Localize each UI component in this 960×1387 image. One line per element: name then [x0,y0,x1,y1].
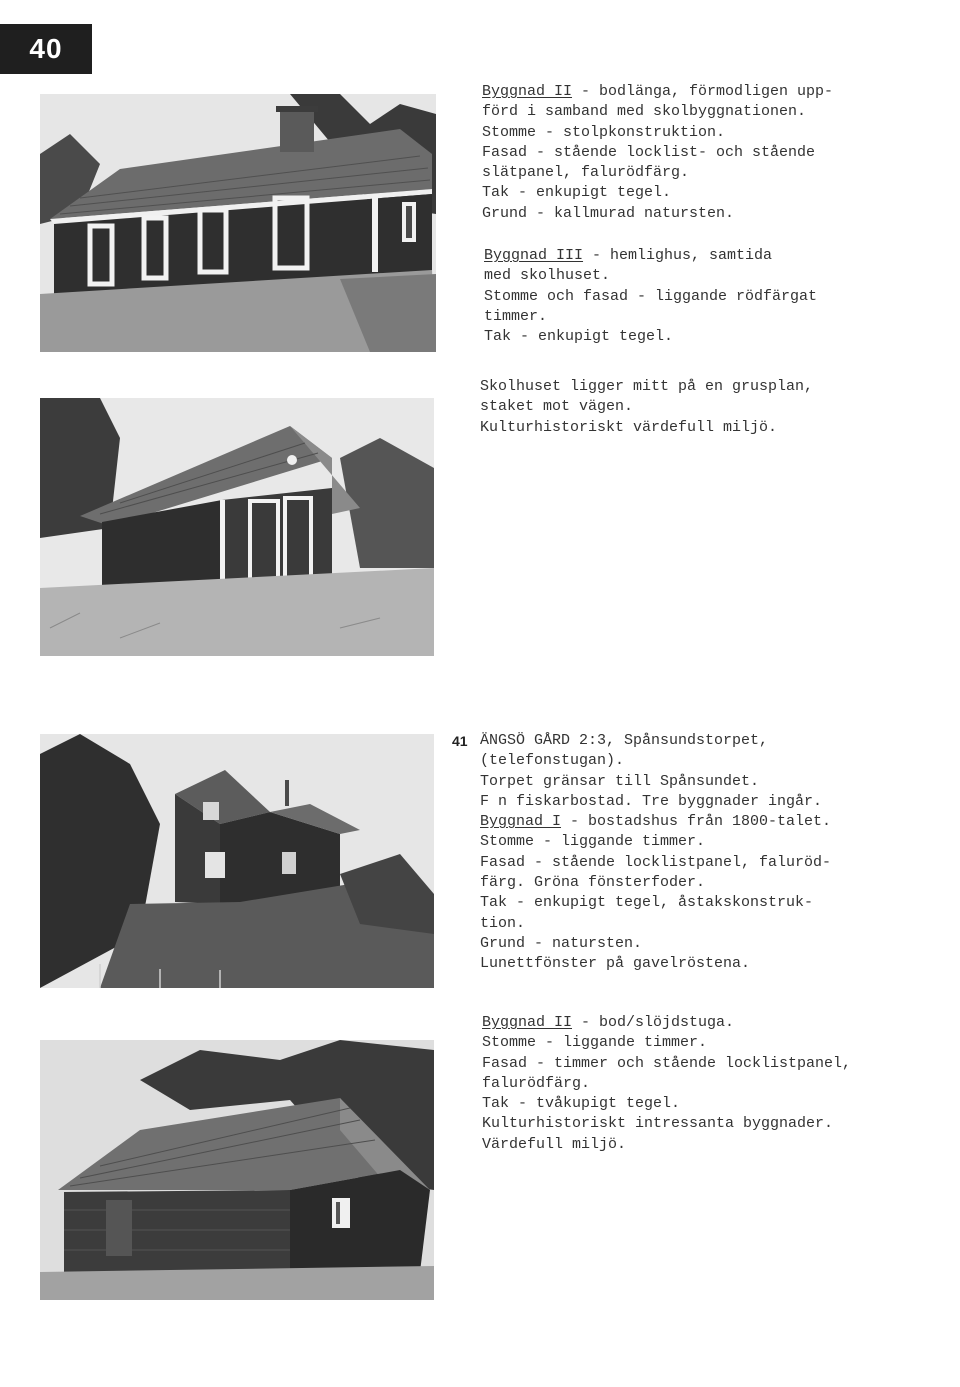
underlined-heading: Byggnad II [482,1014,573,1031]
text-line [482,1013,851,1033]
text-line [480,792,831,812]
text-line [480,812,831,832]
text-line [480,914,831,934]
text-line [482,102,833,122]
text-school-summary [480,377,813,438]
page-number: 40 [0,24,92,74]
text-segment: ÄNGSÖ GÅRD 2:3, Spånsundstorpet, [480,732,769,749]
text-segment: Skolhuset ligger mitt på en grusplan, [480,378,814,395]
text-segment: Fasad - stående locklist- och stående [482,143,816,161]
text-line [480,893,831,913]
text-segment: slätpanel, falurödfärg. [482,164,690,182]
text-segment: Lunettfönster på gavelröstena. [480,955,751,973]
text-line [482,1074,851,1094]
text-line [482,1033,851,1053]
text-segment: Tak - tvåkupigt tegel. [482,1095,681,1113]
text-line [482,183,833,203]
text-segment: Grund - kallmurad natursten. [482,204,735,222]
text-line [484,307,817,327]
text-line [482,143,833,163]
text-segment: Kulturhistoriskt intressanta byggnader. [482,1115,834,1133]
text-line [480,418,813,438]
text-line [480,853,831,873]
text-byggnad-ii-storage [482,82,833,224]
text-segment: - bodlänga, förmodligen upp- [572,83,834,100]
text-byggnad-iii-privy [484,246,817,347]
text-segment: F n fiskarbostad. Tre byggnader ingår. [480,792,823,810]
photo-workshop-cabin [40,1040,434,1300]
text-line [482,82,833,102]
text-segment: (telefonstugan). [480,752,625,770]
storage-building-illustration [40,94,436,352]
text-line [482,163,833,183]
text-segment: - bod/slöjdstuga. [572,1014,735,1031]
text-segment: timmer. [484,307,548,325]
dwelling-house-illustration [40,734,434,988]
text-segment: Tak - enkupigt tegel, åstakskonstruk- [480,894,814,912]
text-line [482,1135,851,1155]
text-line [480,954,831,974]
text-line [482,204,833,224]
text-segment: Stomme och fasad - liggande rödfärgat [484,287,818,305]
text-line [484,246,817,266]
text-line [480,873,831,893]
text-line [484,327,817,347]
text-segment: tion. [480,914,526,932]
text-line [482,123,833,143]
text-byggnad-ii-workshop [482,1013,851,1155]
photo-privy-building [40,398,434,656]
text-segment: Stomme - liggande timmer. [482,1034,708,1052]
text-entry-41 [480,731,831,975]
text-line [480,731,831,751]
text-segment: med skolhuset. [484,267,611,285]
text-segment: Fasad - timmer och stående locklistpanel, [482,1054,852,1072]
text-line [480,751,831,771]
text-line [480,832,831,852]
text-segment: Värdefull miljö. [482,1135,627,1153]
privy-illustration [40,398,434,656]
text-line [480,397,813,417]
text-segment: Fasad - stående locklistpanel, faluröd- [480,853,832,871]
text-segment: Stomme - stolpkonstruktion. [482,123,726,141]
text-segment: falurödfärg. [482,1074,591,1092]
text-segment: Torpet gränsar till Spånsundet. [480,772,760,790]
text-segment: - bostadshus från 1800-talet. [561,813,832,831]
text-line [480,377,813,397]
text-line [482,1114,851,1134]
text-segment: Grund - natursten. [480,934,643,952]
entry-number: 41 [452,733,468,749]
text-segment: färg. Gröna fönsterfoder. [480,874,706,892]
photo-storage-building [40,94,436,352]
photo-dwelling-house [40,734,434,988]
text-segment: Kulturhistoriskt värdefull miljö. [480,418,778,436]
text-line [482,1094,851,1114]
text-line [484,266,817,286]
text-segment: förd i samband med skolbyggnationen. [482,103,807,121]
text-line [482,1054,851,1074]
text-segment: staket mot vägen. [480,398,634,416]
underlined-heading: Byggnad I [480,813,562,831]
workshop-cabin-illustration [40,1040,434,1300]
text-segment: Tak - enkupigt tegel. [484,328,674,346]
text-segment: Stomme - liggande timmer. [480,833,706,851]
text-line [480,772,831,792]
text-line [480,934,831,954]
underlined-heading: Byggnad III [484,247,584,264]
text-segment: Tak - enkupigt tegel. [482,184,672,202]
underlined-heading: Byggnad II [482,83,573,100]
text-line [484,287,817,307]
text-segment: - hemlighus, samtida [583,247,773,264]
